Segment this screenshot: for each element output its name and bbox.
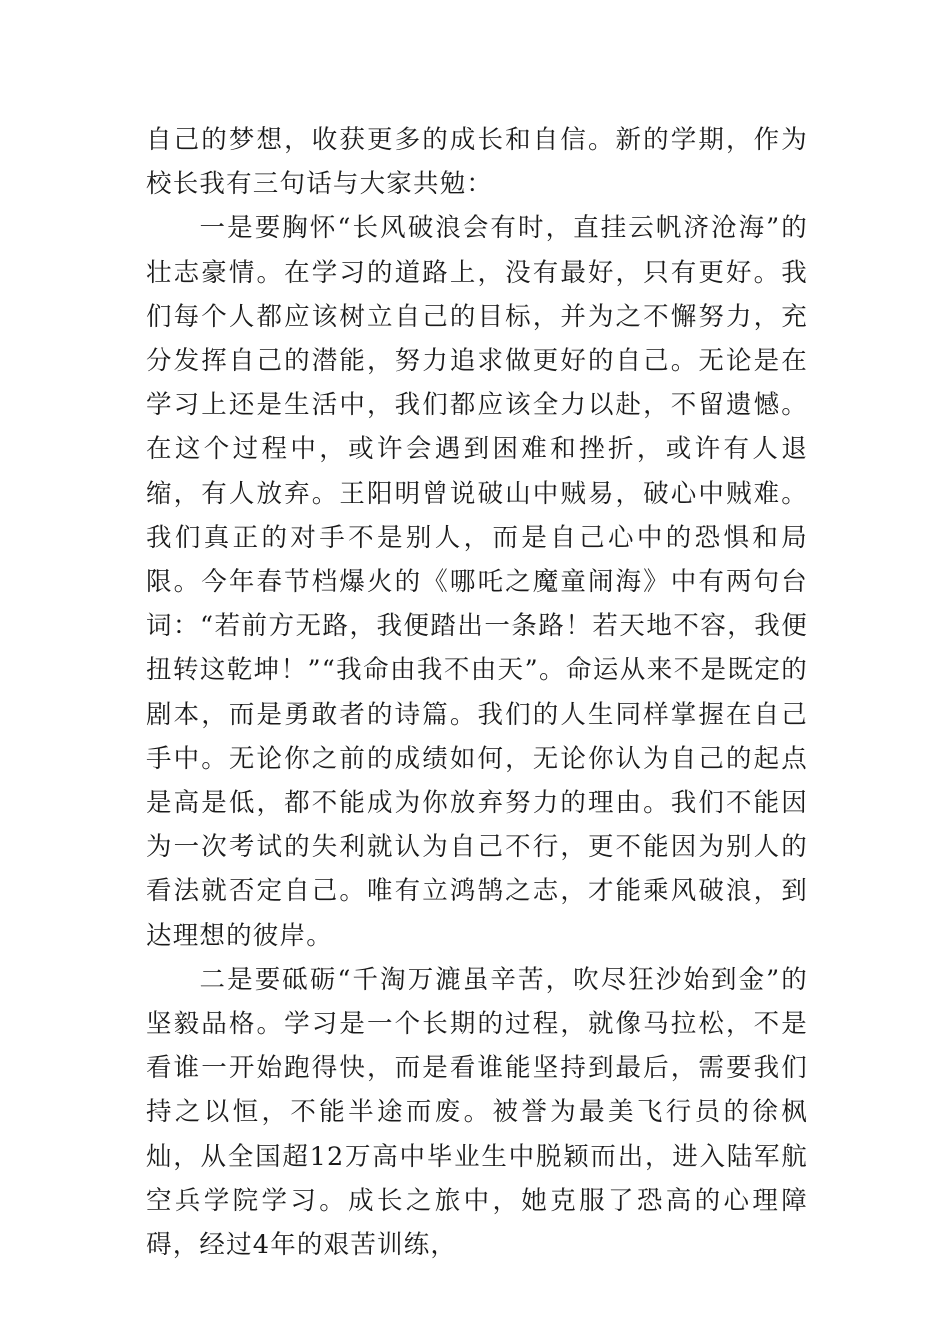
body-text <box>146 118 808 1267</box>
paragraph-second-point: 二是要砥砺“千淘万漉虽辛苦，吹尽狂沙始到金”的坚毅品格。学习是一个长期的过程，就像马拉松，不是看谁一开始跑得快，而是看谁能坚持到最后，需要我们持之以恒，不能半途而废。被誉为最美飞行员的徐枫灿，从全国超12万高中毕业生中脱颖而出，进入陆军航空兵学院学习。成长之旅中，她克服了恐高的心理障碍，经过4年的艰苦训练， <box>146 964 808 1261</box>
paragraph-first-point: 一是要胸怀“长风破浪会有时，直挂云帆济沧海”的壮志豪情。在学习的道路上，没有最好，只有更好。我们每个人都应该树立自己的目标，并为之不懈努力，充分发挥自己的潜能，努力追求做更好的自己。无论是在学习上还是生活中，我们都应该全力以赴，不留遗憾。在这个过程中，或许会遇到困难和挫折，或许有人退缩，有人放弃。王阳明曾说破山中贼易，破心中贼难。我们真正的对手不是别人，而是自己心中的恐惧和局限。今年春节档爆火的《哪吒之魔童闹海》中有两句台词：“若前方无路，我便踏出一条路！若天地不容，我便扭转这乾坤！”“我命由我不由天”。命运从来不是既定的剧本，而是勇敢者的诗篇。我们的人生同样掌握在自己手中。无论你之前的成绩如何，无论你认为自己的起点是高是低，都不能成为你放弃努力的理由。我们不能因为一次考试的失利就认为自己不行，更不能因为别人的看法就否定自己。唯有立鸿鹄之志，才能乘风破浪，到达理想的彼岸。 <box>146 213 808 951</box>
paragraph-continuation: 自己的梦想，收获更多的成长和自信。新的学期，作为校长我有三句话与大家共勉： <box>146 125 808 200</box>
